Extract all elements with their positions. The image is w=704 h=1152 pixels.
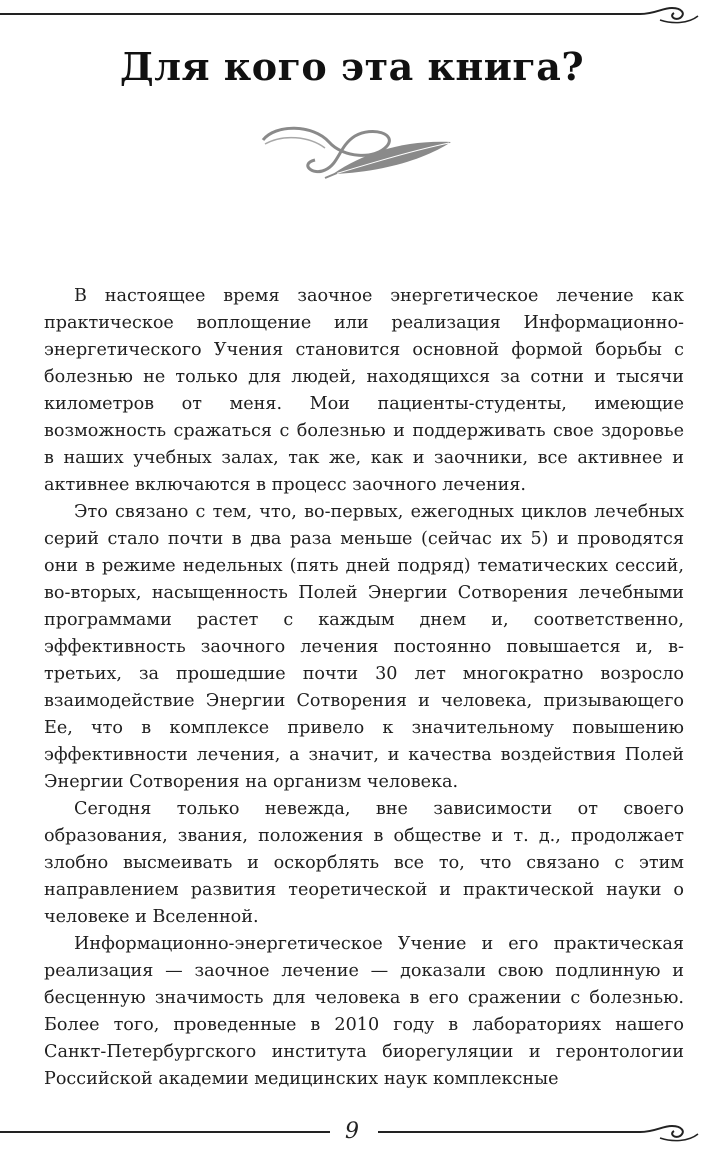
- feather-ornament-icon: [255, 118, 455, 184]
- page-number: 9: [345, 1119, 359, 1144]
- chapter-title: Для кого эта книга?: [119, 44, 585, 89]
- body-text: [44, 283, 684, 1093]
- paragraph: В настоящее время заочное энергетическое лечение как практическое воплощение или реализация Информационно-энергетического Учения становится основной формой борьбы с болезнью не только для людей, находящихся за сотни и тысячи километров от меня. Мои пациенты-студенты, имеющие возможность сражаться с болезнью и поддерживать свое здоровье в наших учебных залах, так же, как и заочники, все активнее и активнее включаются в процесс заочного лечения.: [44, 286, 684, 495]
- paragraph: Сегодня только невежда, вне зависимости от своего образования, звания, положения в обществе и т. д., продолжает злобно высмеивать и оскорблять все то, что связано с этим направлением развития теоретической и практической науки о человеке и Вселенной.: [44, 799, 684, 927]
- paragraph: Это связано с тем, что, во-первых, ежегодных циклов лечебных серий стало почти в два раза меньше (сейчас их 5) и проводятся они в режиме недельных (пять дней подряд) тематических сессий, во-вторых, насыщенность Полей Энергии Сотворения лечебными программами растет с каждым днем и, соответственно, эффективность заочного лечения постоянно повышается и, в-третьих, за прошедшие почти 30 лет многократно возросло взаимодействие Энергии Сотворения и человека, призывающего Ее, что в комплексе привело к значительному повышению эффективности лечения, а значит, и качества воздействия Полей Энергии Сотворения на организм человека.: [44, 502, 684, 792]
- paragraph: Информационно-энергетическое Учение и его практическая реализация — заочное лечение — доказали свою подлинную и бесценную значимость для человека в его сражении с болезнью. Более того, проведенные в 2010 году в лабораториях нашего Санкт-Петербургского института биорегуляции и геронтологии Российской академии медицинских наук комплексные: [44, 934, 684, 1089]
- top-decorative-rule: [0, 0, 704, 40]
